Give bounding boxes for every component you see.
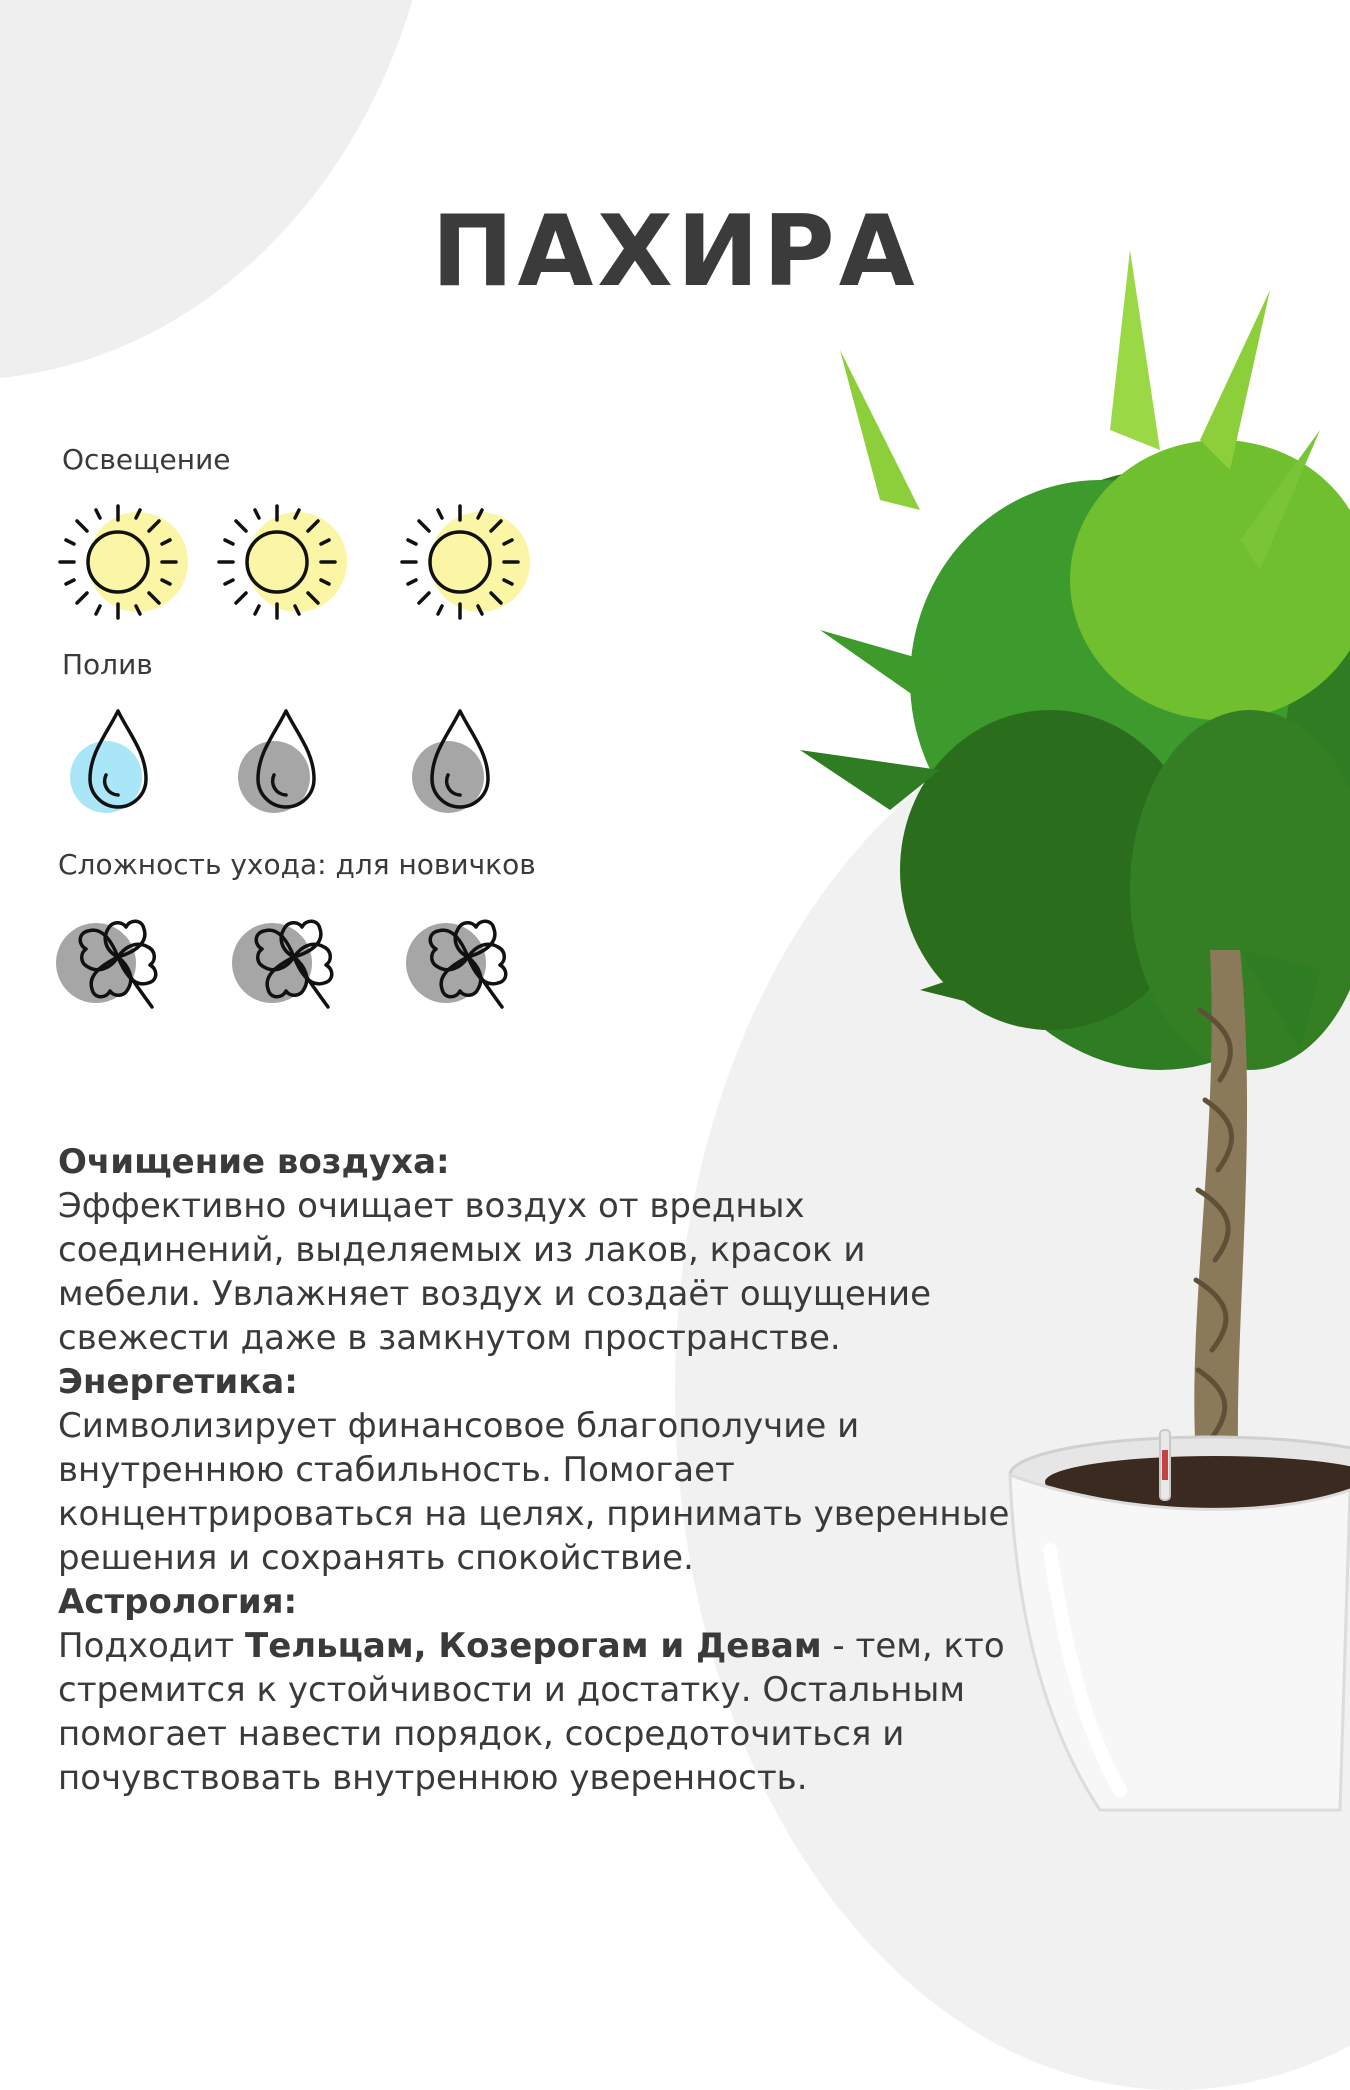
astrology-signs: Тельцам, Козерогам и Девам: [245, 1626, 822, 1666]
description: [58, 1140, 1018, 1800]
section-text-astrology: [58, 1624, 1018, 1800]
clover-icon: [232, 905, 352, 1017]
section-heading-astrology: Астрология:: [58, 1582, 298, 1622]
section-heading-energy: Энергетика:: [58, 1362, 298, 1402]
clover-icon: [56, 905, 176, 1017]
care-label: Сложность ухода: для новичков: [58, 848, 536, 881]
sun-icon: [398, 500, 548, 625]
flower-pot: [1010, 1430, 1350, 1810]
water-drop-icon: [234, 705, 334, 817]
astrology-text-after: - тем, кто стремится к устойчивости и достатку. Остальным помогает навести порядок, сосредоточиться и почувствовать внутреннюю уверенность.: [58, 1626, 1005, 1798]
sun-icon: [56, 500, 206, 625]
water-drop-icon: [66, 705, 166, 817]
watering-label: Полив: [62, 648, 153, 681]
water-drop-icon: [408, 705, 508, 817]
section-heading-air: Очищение воздуха:: [58, 1142, 450, 1182]
page-title: ПАХИРА: [431, 195, 919, 309]
section-text-energy: Символизирует финансовое благополучие и внутреннюю стабильность. Помогает концентрироваться на целях, принимать уверенные решения и сохранять спокойствие.: [58, 1406, 1010, 1578]
lighting-label: Освещение: [62, 443, 231, 476]
sun-icon: [215, 500, 365, 625]
plant-canopy: [800, 250, 1350, 1070]
astrology-text-before: Подходит: [58, 1626, 246, 1666]
clover-icon: [406, 905, 526, 1017]
background-shape-top: [0, 0, 440, 380]
section-text-air: Эффективно очищает воздух от вредных соединений, выделяемых из лаков, красок и мебели. Увлажняет воздух и создаёт ощущение свежести даже в замкнутом пространстве.: [58, 1186, 932, 1358]
